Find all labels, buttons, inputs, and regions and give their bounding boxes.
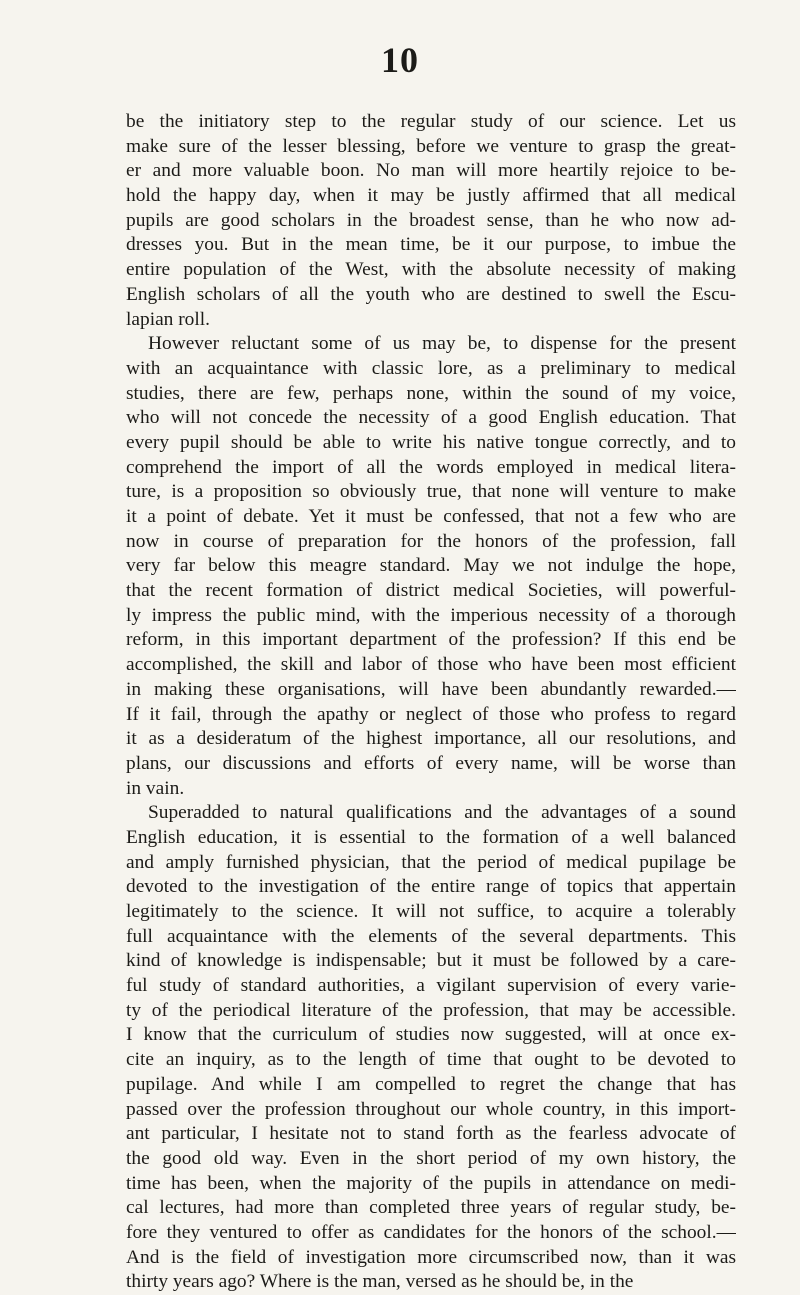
text-line: accomplished, the skill and labor of those who have been most efficient [126, 654, 736, 676]
text-line: If it fail, through the apathy or neglect of those who profess to regard [126, 703, 736, 725]
text-line: it a point of debate. Yet it must be confessed, that not a few who are [126, 506, 736, 527]
text-line: English scholars of all the youth who are destined to swell the Escu- [126, 283, 736, 305]
text-line: make sure of the lesser blessing, before we venture to grasp the great- [126, 135, 736, 157]
text-line: devoted to the investigation of the entire range of topics that appertain [126, 876, 736, 898]
text-line: lapian roll. [126, 308, 211, 330]
text-line: every pupil should be able to write his native tongue correctly, and to [126, 431, 736, 453]
text-line: ly impress the public mind, with the imperious necessity of a thorough [126, 604, 736, 626]
paragraph [126, 110, 736, 332]
text-line: it as a desideratum of the highest importance, all our resolutions, and [126, 728, 736, 750]
text-line: plans, our discussions and efforts of every name, will be worse than [126, 752, 736, 774]
text-line: er and more valuable boon. No man will more heartily rejoice to be- [126, 160, 736, 182]
paragraph [126, 332, 736, 801]
text-line: ty of the periodical literature of the profession, that may be accessible. [126, 999, 736, 1021]
text-line: reform, in this important department of the profession? If this end be [126, 629, 736, 651]
text-line: in vain. [126, 777, 185, 799]
text-line: the good old way. Even in the short period of my own history, the [126, 1147, 736, 1169]
text-line: now in course of preparation for the honors of the profession, fall [126, 530, 736, 552]
body-text [126, 110, 736, 1295]
text-line: studies, there are few, perhaps none, within the sound of my voice, [126, 382, 736, 404]
text-line: ture, is a proposition so obviously true, that none will venture to make [126, 481, 736, 503]
paragraph [126, 801, 736, 1295]
text-line: pupilage. And while I am compelled to regret the change that has [126, 1073, 736, 1095]
text-line: pupils are good scholars in the broadest sense, than he who now ad- [126, 209, 736, 231]
text-line: time has been, when the majority of the pupils in attendance on medi- [126, 1172, 736, 1194]
text-line: However reluctant some of us may be, to dispense for the present [148, 333, 736, 355]
text-line: be the initiatory step to the regular study of our science. Let us [126, 111, 736, 132]
page-number: 10 [381, 40, 419, 80]
text-line: cal lectures, had more than completed three years of regular study, be- [126, 1197, 736, 1219]
text-line: cite an inquiry, as to the length of time that ought to be devoted to [126, 1049, 736, 1071]
text-line: that the recent formation of district medical Societies, will powerful- [126, 580, 736, 602]
text-line: fore they ventured to offer as candidates for the honors of the school.— [126, 1221, 736, 1243]
text-line: full acquaintance with the elements of the several departments. This [126, 925, 736, 947]
text-line: English education, it is essential to the formation of a well balanced [126, 826, 736, 848]
text-line: with an acquaintance with classic lore, as a preliminary to medical [126, 357, 736, 379]
text-line: comprehend the import of all the words employed in medical litera- [126, 456, 736, 478]
text-line: kind of knowledge is indispensable; but it must be followed by a care- [126, 950, 736, 972]
text-line: passed over the profession throughout our whole country, in this import- [126, 1098, 736, 1120]
text-line: hold the happy day, when it may be justly affirmed that all medical [126, 185, 736, 207]
text-line: legitimately to the science. It will not suffice, to acquire a tolerably [126, 901, 736, 922]
text-line: ant particular, I hesitate not to stand forth as the fearless advocate of [126, 1123, 736, 1145]
text-line: Superadded to natural qualifications and the advantages of a sound [148, 802, 736, 824]
text-line: entire population of the West, with the absolute necessity of making [126, 259, 736, 281]
text-line: and amply furnished physician, that the period of medical pupilage be [126, 851, 736, 873]
text-line: in making these organisations, will have been abundantly rewarded.— [126, 678, 736, 700]
text-line: And is the field of investigation more circumscribed now, than it was [126, 1246, 736, 1268]
text-line: who will not concede the necessity of a good English education. That [126, 407, 736, 429]
text-line: very far below this meagre standard. May we not indulge the hope, [126, 555, 736, 577]
text-line: ful study of standard authorities, a vigilant supervision of every varie- [126, 975, 736, 997]
text-line: thirty years ago? Where is the man, versed as he should be, in the [126, 1271, 634, 1293]
text-line: dresses you. But in the mean time, be it our purpose, to imbue the [126, 234, 736, 256]
text-line: I know that the curriculum of studies now suggested, will at once ex- [126, 1024, 736, 1046]
